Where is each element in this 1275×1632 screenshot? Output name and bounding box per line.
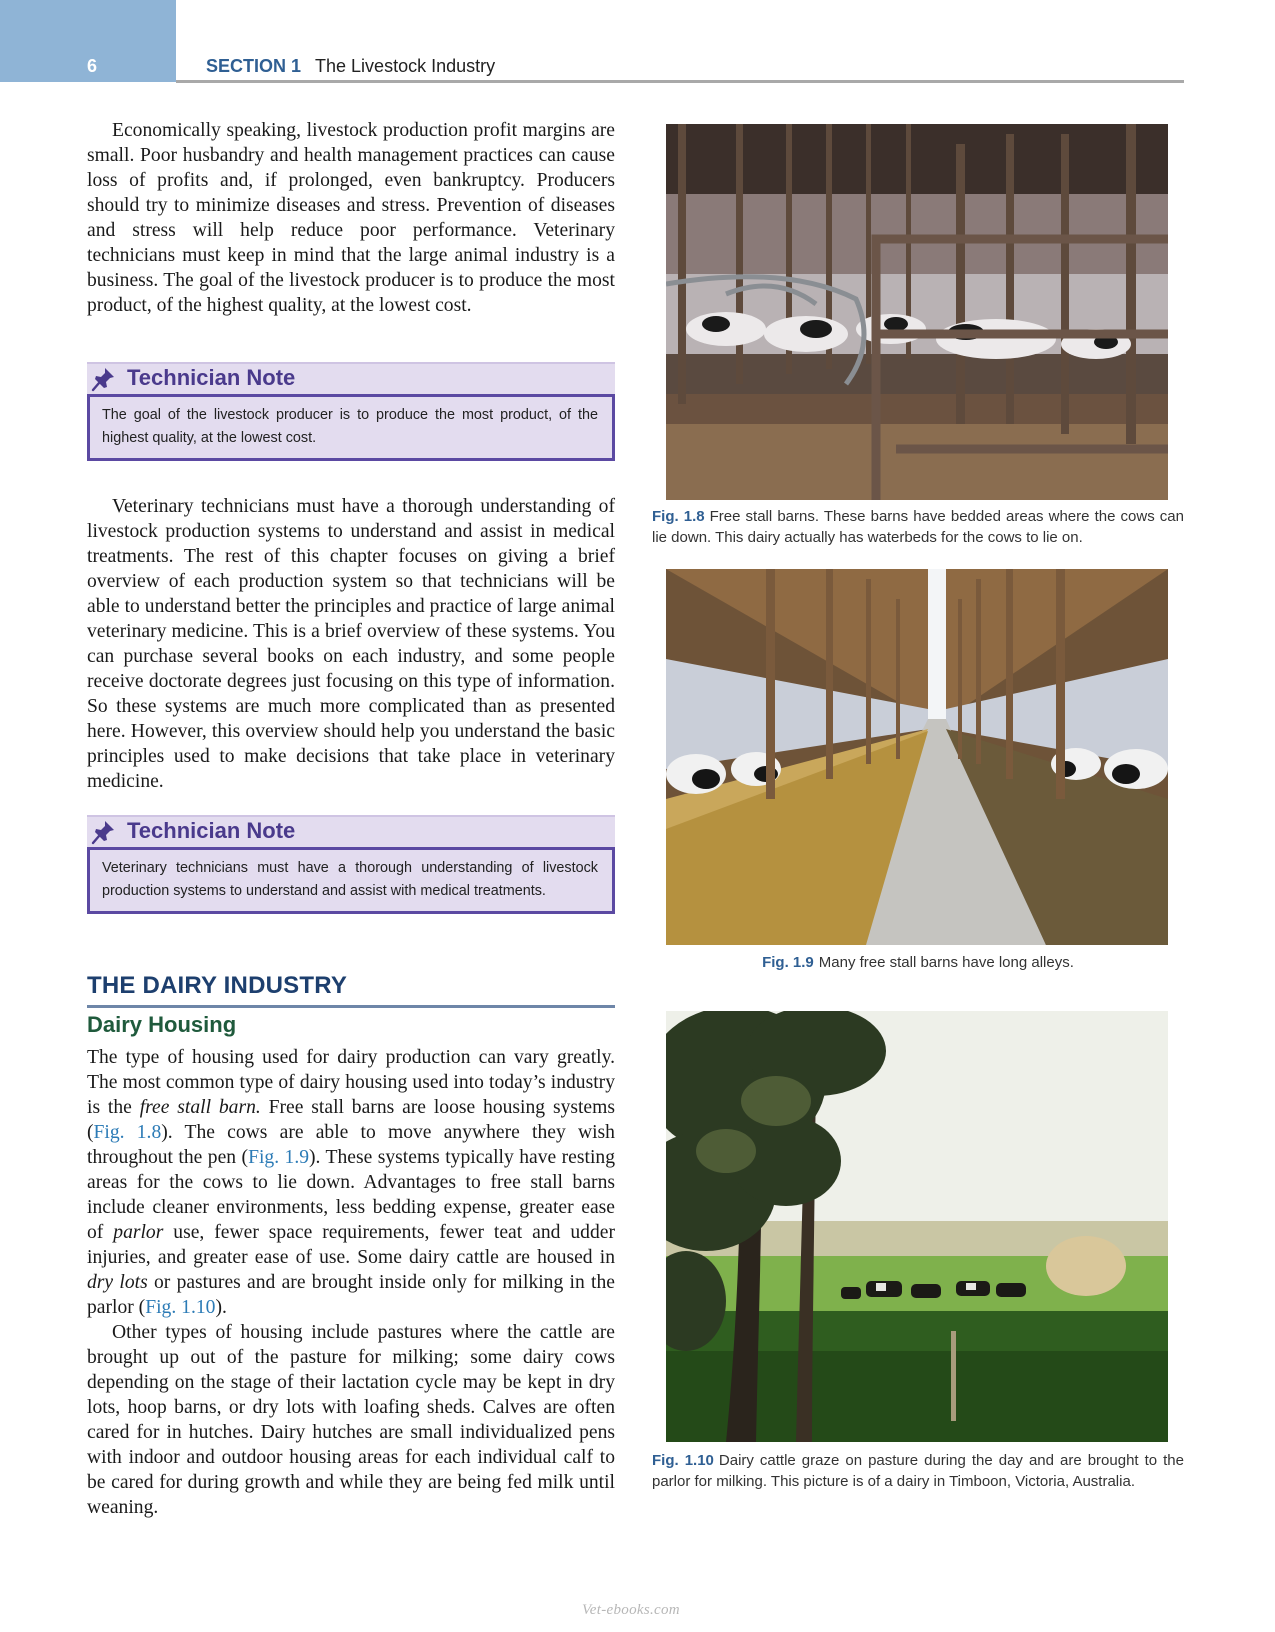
barn-stalls-illustration (666, 124, 1168, 500)
pushpin-icon (91, 366, 117, 392)
figure-1-9-photo (666, 569, 1168, 945)
figure-link-1-9[interactable]: Fig. 1.9 (248, 1147, 310, 1168)
figure-link-1-10[interactable]: Fig. 1.10 (145, 1297, 216, 1318)
figure-label: Fig. 1.8 (652, 508, 705, 525)
text-run: ). The cows are able to move anywhere they wish throughout the pen ( (87, 1122, 615, 1168)
caption-text: Free stall barns. These barns have bedded areas where the cows can lie down. This dairy actually has waterbeds for the cows to lie on. (652, 508, 1184, 546)
caption-text: Many free stall barns have long alleys. (818, 954, 1074, 971)
section-label: SECTION 1 (206, 56, 302, 76)
technician-note-header (87, 815, 615, 847)
watermark: Vet-ebooks.com (582, 1602, 680, 1618)
running-header (206, 56, 495, 77)
text-run: or pastures and are brought inside only for milking in the parlor ( (87, 1272, 615, 1318)
technician-note-title: Technician Note (127, 365, 296, 390)
heading-rule (87, 1005, 615, 1008)
text-run: ). (215, 1297, 227, 1318)
paragraph-3 (87, 1045, 615, 1320)
paragraph-block-2 (87, 494, 615, 794)
technician-note-title: Technician Note (127, 818, 296, 843)
subsection-heading: Dairy Housing (87, 1012, 237, 1037)
text-run: Free stall barns are loose housing systems ( (87, 1097, 615, 1143)
paragraph-block-1 (87, 118, 615, 318)
figure-link-1-8[interactable]: Fig. 1.8 (93, 1122, 162, 1143)
barn-alley-illustration (666, 569, 1168, 945)
paragraph-4: Other types of housing include pastures where the cattle are brought up out of the pasture for milking; some dairy cows depending on the stage of their lactation cycle may be kept in dry lots, hoop barns, or dry lots with loafing sheds. Calves are often cared for in hutches. Dairy hutches are small individualized pens with indoor and outdoor housing areas for each individual calf to be cared for during growth and while they are being fed milk until weaning. (87, 1322, 615, 1518)
figure-1-10-photo (666, 1011, 1168, 1442)
technician-note-body: Veterinary technicians must have a thorough understanding of livestock production systems to understand and assist with medical treatments. (87, 847, 615, 914)
figure-1-8-photo (666, 124, 1168, 500)
figure-1-10-caption (652, 1450, 1184, 1492)
term-dry-lots: dry lots (87, 1272, 148, 1293)
pushpin-icon (91, 819, 117, 845)
page-number: 6 (87, 56, 98, 76)
paragraph-block-3 (87, 1045, 615, 1520)
figure-1-8-caption (652, 506, 1184, 548)
technician-note-header (87, 362, 615, 394)
header-rule (176, 80, 1184, 83)
text-run: ). These systems typically have resting areas for the cows to lie down. Advantages to free stall barns include cleaner environments, less bedding expense, greater ease of (87, 1147, 615, 1243)
caption-text: Dairy cattle graze on pasture during the day and are brought to the parlor for milking. This picture is of a dairy in Timboon, Victoria, Australia. (652, 1452, 1184, 1490)
pasture-illustration (666, 1011, 1168, 1442)
text-run: use, fewer space requirements, fewer teat and udder injuries, and greater ease of use. Some dairy cattle are housed in (87, 1222, 615, 1268)
paragraph-1: Economically speaking, livestock production profit margins are small. Poor husbandry and health management practices can cause loss of profits and, if prolonged, even bankruptcy. Producers should try to minimize diseases and stress. Prevention of diseases and stress will help reduce poor performance. Veterinary technicians must keep in mind that the large animal industry is a business. The goal of the livestock producer is to produce the most product, of the highest quality, at the lowest cost. (87, 120, 615, 316)
technician-note-body: The goal of the livestock producer is to produce the most product, of the highest quality, at the lowest cost. (87, 394, 615, 461)
technician-note-2 (87, 815, 615, 914)
figure-1-9-caption (652, 952, 1184, 973)
technician-note-1 (87, 362, 615, 461)
term-free-stall-barn: free stall barn. (139, 1097, 261, 1118)
term-parlor: parlor (113, 1222, 164, 1243)
section-heading: THE DAIRY INDUSTRY (87, 972, 348, 999)
figure-label: Fig. 1.9 (762, 954, 814, 971)
paragraph-2: Veterinary technicians must have a thorough understanding of livestock production systems to understand and assist in medical treatments. The rest of this chapter focuses on giving a brief overview of each production system so that technicians will be able to understand better the principles and practice of large animal veterinary medicine. This is a brief overview of these systems. You can purchase several books on each industry, and some people receive doctorate degrees just focusing on this type of information. So these systems are much more complicated than as presented here. However, this overview should help you understand the basic principles used to make decisions that take place in veterinary medicine. (87, 496, 615, 792)
text-run: The type of housing used for dairy production can vary greatly. The most common type of dairy housing used into today’s industry is the (87, 1047, 615, 1118)
section-title: The Livestock Industry (315, 56, 496, 76)
figure-label: Fig. 1.10 (652, 1452, 714, 1469)
